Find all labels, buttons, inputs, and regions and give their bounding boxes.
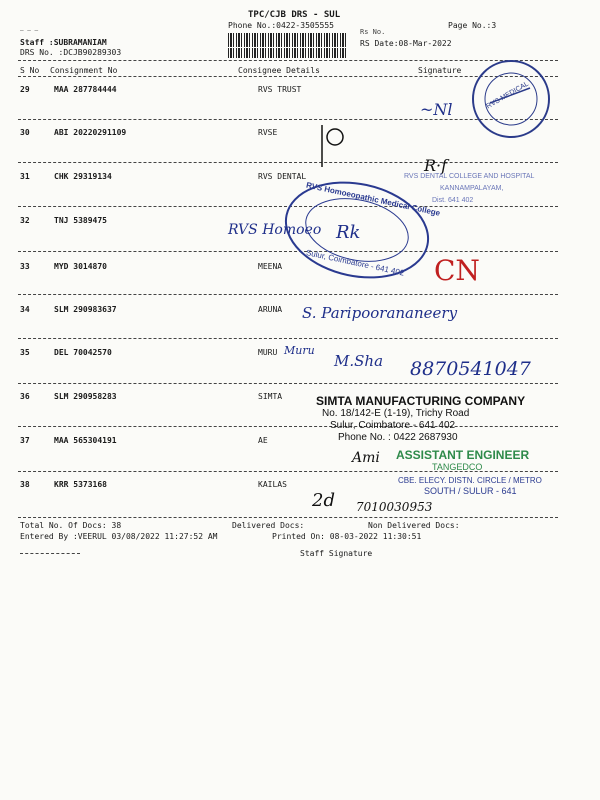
rs-date: RS Date:08-Mar-2022 <box>360 39 452 48</box>
row-sno: 33 <box>20 262 30 271</box>
divider <box>18 383 558 384</box>
row-sno: 36 <box>20 392 30 401</box>
signature-35c: 8870541047 <box>410 358 531 380</box>
dental-stamp-pin: Dist. 641 402 <box>432 197 474 204</box>
col-consignee: Consignee Details <box>238 66 320 75</box>
row-sno: 31 <box>20 172 30 181</box>
non-delivered-docs: Non Delivered Docs: <box>368 521 460 530</box>
ae-stamp-title: ASSISTANT ENGINEER <box>396 448 530 462</box>
signature-33: CN <box>434 254 480 287</box>
barcode-top <box>228 33 346 47</box>
row-consignee: KAILAS <box>258 480 287 489</box>
row-consignee: SIMTA <box>258 392 283 401</box>
ae-stamp-section: SOUTH / SULUR - 641 <box>424 486 517 496</box>
barcode-bottom <box>228 48 346 58</box>
row-sno: 35 <box>20 348 30 357</box>
col-consignment: Consignment No <box>50 66 118 75</box>
staff-signature: Staff Signature <box>300 549 373 558</box>
page-number: Page No.:3 <box>448 21 497 30</box>
divider <box>18 338 558 339</box>
divider <box>18 426 558 427</box>
ae-stamp-circle: CBE. ELECY. DISTN. CIRCLE / METRO <box>398 476 542 485</box>
row-consignment: DEL 70042570 <box>54 348 112 357</box>
row-consignee: ARUNA <box>258 305 283 314</box>
signature-34: S. Paripoorananeery <box>302 304 458 322</box>
col-signature: Signature <box>418 66 462 75</box>
round-stamp-graphic <box>470 58 552 140</box>
signature-31: R·f <box>424 156 448 175</box>
college-stamp-name: RVS Homoeopathic Medical College <box>305 180 441 218</box>
round-stamp <box>470 58 552 140</box>
header-faded-text: — — — <box>20 27 39 34</box>
row-consignment: ABI 20220291109 <box>54 128 127 137</box>
printed-on: Printed On: 08-03-2022 11:30:51 <box>272 532 422 541</box>
row-consignee: MEENA <box>258 262 283 271</box>
page-title: TPC/CJB DRS - SUL <box>248 10 341 20</box>
entered-by: Entered By :VEERUL 03/08/2022 11:27:52 AM <box>20 532 218 541</box>
drs-number: DRS No. :DCJB90289303 <box>20 48 122 57</box>
row-consignee: RVS TRUST <box>258 85 302 94</box>
divider <box>18 162 558 163</box>
row-consignment: MYD 3014870 <box>54 262 107 271</box>
signature-32b: Rk <box>336 222 361 243</box>
college-stamp-place: Sulur, Coimbatore - 641 402 <box>305 248 406 278</box>
signature-line <box>20 553 80 554</box>
col-sno: S No <box>20 66 40 75</box>
signature-35a: Muru <box>284 344 315 357</box>
row-consignee: RVS DENTAL <box>258 172 307 181</box>
simta-stamp-address: No. 18/142-E (1-19), Trichy Road <box>322 408 470 419</box>
row-consignment: TNJ 5389475 <box>54 216 107 225</box>
staff-name: Staff :SUBRAMANIAM <box>20 38 107 47</box>
row-consignee: MURU <box>258 348 278 357</box>
delivered-docs: Delivered Docs: <box>232 521 305 530</box>
round-stamp-text: RVS MEDICAL <box>485 80 530 111</box>
divider <box>18 517 558 518</box>
row-sno: 38 <box>20 480 30 489</box>
signature-38a: 2d <box>312 490 335 511</box>
signature-29: ~Nl <box>420 100 453 119</box>
total-docs: Total No. Of Docs: 38 <box>20 521 122 530</box>
row-consignment: MAA 287784444 <box>54 85 117 94</box>
signature-38b: 7010030953 <box>356 500 433 514</box>
row-consignment: CHK 29319134 <box>54 172 112 181</box>
simta-stamp-city: Sulur, Coimbatore - 641 402 <box>330 420 456 431</box>
row-consignment: SLM 290958283 <box>54 392 117 401</box>
row-sno: 29 <box>20 85 30 94</box>
row-consignee: AE <box>258 436 268 445</box>
row-consignment: SLM 290983637 <box>54 305 117 314</box>
signature-37: Ami <box>352 450 380 466</box>
simta-stamp-name: SIMTA MANUFACTURING COMPANY <box>316 394 526 408</box>
dental-stamp: RVS DENTAL COLLEGE AND HOSPITAL <box>404 173 535 180</box>
row-sno: 32 <box>20 216 30 225</box>
dental-stamp-place: KANNAMPALAYAM, <box>440 185 504 192</box>
row-consignee: RVSE <box>258 128 278 137</box>
signature-30 <box>318 123 348 169</box>
row-sno: 37 <box>20 436 30 445</box>
phone-number: Phone No.:0422-3505555 <box>228 21 334 30</box>
rs-no: Rs No. <box>360 28 386 36</box>
row-consignment: MAA 565304191 <box>54 436 117 445</box>
divider <box>18 294 558 295</box>
row-consignment: KRR 5373168 <box>54 480 107 489</box>
signature-32: RVS Homoeo <box>228 222 322 238</box>
row-sno: 34 <box>20 305 30 314</box>
signature-35b: M.Sha <box>334 352 384 370</box>
row-sno: 30 <box>20 128 30 137</box>
simta-stamp-phone: Phone No. : 0422 2687930 <box>338 432 458 443</box>
ae-stamp-org: TANGEDCO <box>432 462 483 472</box>
